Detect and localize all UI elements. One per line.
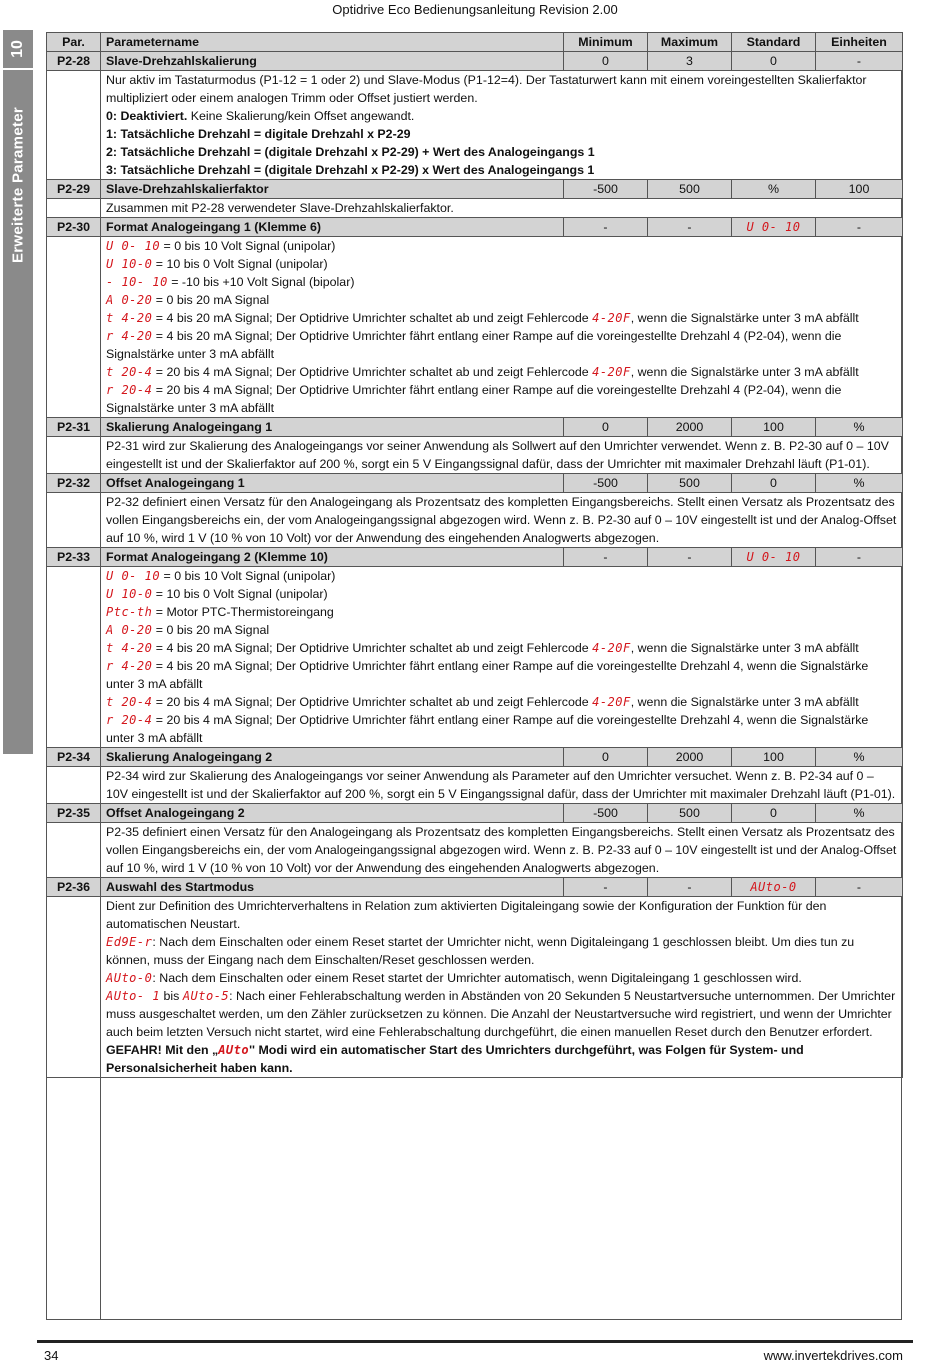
param-name: Skalierung Analogeingang 1 [101, 418, 564, 437]
page-header-title: Optidrive Eco Bedienungsanleitung Revision 2.00 [332, 2, 618, 17]
param-desc-row [47, 567, 903, 748]
param-unit: % [816, 804, 903, 823]
param-min: -500 [564, 804, 648, 823]
param-desc-row [47, 237, 903, 418]
parameter-table [46, 32, 903, 1078]
col-max: Maximum [648, 33, 732, 52]
param-std: U 0- 10 [732, 548, 816, 567]
param-row-p2-31 [47, 418, 903, 437]
param-max: 500 [648, 180, 732, 199]
param-unit: - [816, 52, 903, 71]
chapter-side-tab [3, 30, 33, 754]
param-row-p2-34 [47, 748, 903, 767]
param-name: Offset Analogeingang 1 [101, 474, 564, 493]
param-code: P2-28 [47, 52, 101, 71]
param-desc-row [47, 897, 903, 1078]
param-min: 0 [564, 748, 648, 767]
param-name: Format Analogeingang 1 (Klemme 6) [101, 218, 564, 237]
param-name: Auswahl des Startmodus [101, 878, 564, 897]
param-min: -500 [564, 474, 648, 493]
param-description: P2-34 wird zur Skalierung des Analogeingangs vor seiner Anwendung als Parameter auf den Umrichter versuchet. Wenn z. B. P2-34 auf 0 – 10V eingestellt ist und der Skalierfaktor auf 200 %, sorgt ein 5 V Eingangssignal dafür, dass der Umrichter mit maximaler Drehzahl läuft (P1-01). [101, 767, 903, 804]
param-max: - [648, 218, 732, 237]
param-name: Format Analogeingang 2 (Klemme 10) [101, 548, 564, 567]
param-std: 100 [732, 418, 816, 437]
page-number: 34 [44, 1348, 59, 1363]
param-row-p2-33 [47, 548, 903, 567]
param-code: P2-30 [47, 218, 101, 237]
col-min: Minimum [564, 33, 648, 52]
param-name: Offset Analogeingang 2 [101, 804, 564, 823]
danger-warning: GEFAHR! Mit den „ [106, 1043, 219, 1057]
param-code: P2-35 [47, 804, 101, 823]
param-unit: % [816, 748, 903, 767]
param-description: P2-31 wird zur Skalierung des Analogeingangs vor seiner Anwendung als Sollwert auf den Umrichter verwendet. Wenn z. B. P2-30 auf 0 – 10V eingestellt ist und der Skalierfaktor auf 200 %, sorgt ein 5 V Eingangssignal dafür, dass der Umrichter mit maximaler Drehzahl läuft (P1-01). [101, 437, 903, 474]
param-desc-row [47, 767, 903, 804]
param-unit: - [816, 548, 903, 567]
param-desc-row [47, 823, 903, 878]
param-desc-row [47, 71, 903, 180]
param-code: P2-33 [47, 548, 101, 567]
param-min: -500 [564, 180, 648, 199]
param-description: Zusammen mit P2-28 verwendeter Slave-Drehzahlskalierfaktor. [101, 199, 903, 218]
chapter-label: Erweiterte Parameter [9, 106, 27, 264]
param-code: P2-34 [47, 748, 101, 767]
param-row-p2-35 [47, 804, 903, 823]
param-max: - [648, 548, 732, 567]
param-description: Dient zur Definition des Umrichterverhaltens in Relation zum aktivierten Digitaleingang sowie der Konfiguration der Funktion für den automatischen Neustart. Ed9E-r: Nach dem Einschalten oder einem Reset startet der Umrichter nicht, wenn Digitaleingang 1 geschlossen bleibt. Um dies tun zu können, muss der Eingang nach dem Einschalten/Reset geschlossen werden. AUto-0: Nach dem Einschalten oder einem Reset startet der Umrichter automatisch, wenn Digitaleingang 1 geschlossen wird. AUto- 1 bis AUto-5: Nach einer Fehlerabschaltung werden in Abständen von 20 Sekunden 5 Neustartversuche unternommen. Der Umrichter muss ausgeschaltet werden, um den Zähler zurücksetzen zu können. Die Anzahl der Neustartversuche wird registriert, und wenn der Umrichter auch beim letzten Versuch nicht startet, wird eine Fehlerabschaltung durchgeführt, die einen manuellen Reset durch den Benutzer erfordert. GEFAHR! Mit den „AUto'' Modi wird ein automatischer Start des Umrichters durchgeführt, was Folgen für System- und Personalsicherheit haben kann. [101, 897, 903, 1078]
param-desc-row [47, 493, 903, 548]
param-min: - [564, 548, 648, 567]
param-description: U 0- 10 = 0 bis 10 Volt Signal (unipolar) U 10-0 = 10 bis 0 Volt Signal (unipolar) - 10- 10 = -10 bis +10 Volt Signal (bipolar) A 0-20 = 0 bis 20 mA Signal t 4-20 = 4 bis 20 mA Signal; Der Optidrive Umrichter schaltet ab und zeigt Fehlercode 4-20F, wenn die Signalstärke unter 3 mA abfällt r 4-20 = 4 bis 20 mA Signal; Der Optidrive Umrichter fährt entlang einer Rampe auf die voreingestellte Drehzahl 4 (P2-04), wenn die Signalstärke unter 3 mA abfällt t 20-4 = 20 bis 4 mA Signal; Der Optidrive Umrichter schaltet ab und zeigt Fehlercode 4-20F, wenn die Signalstärke unter 3 mA abfällt r 20-4 = 20 bis 4 mA Signal; Der Optidrive Umrichter fährt entlang einer Rampe auf die voreingestellte Drehzahl 4 (P2-04), wenn die Signalstärke unter 3 mA abfällt [101, 237, 903, 418]
param-std: 0 [732, 52, 816, 71]
param-row-p2-32 [47, 474, 903, 493]
param-description: U 0- 10 = 0 bis 10 Volt Signal (unipolar) U 10-0 = 10 bis 0 Volt Signal (unipolar) Ptc-th = Motor PTC-Thermistoreingang A 0-20 = 0 bis 20 mA Signal t 4-20 = 4 bis 20 mA Signal; Der Optidrive Umrichter schaltet ab und zeigt Fehlercode 4-20F, wenn die Signalstärke unter 3 mA abfällt r 4-20 = 4 bis 20 mA Signal; Der Optidrive Umrichter fährt entlang einer Rampe auf die voreingestellte Drehzahl 4, wenn die Signalstärke unter 3 mA abfällt t 20-4 = 20 bis 4 mA Signal; Der Optidrive Umrichter schaltet ab und zeigt Fehlercode 4-20F, wenn die Signalstärke unter 3 mA abfällt r 20-4 = 20 bis 4 mA Signal; Der Optidrive Umrichter fährt entlang einer Rampe auf die voreingestellte Drehzahl 4, wenn die Signalstärke unter 3 mA abfällt [101, 567, 903, 748]
param-unit: 100 [816, 180, 903, 199]
param-std: U 0- 10 [732, 218, 816, 237]
param-max: 500 [648, 474, 732, 493]
col-std: Standard [732, 33, 816, 52]
param-unit: % [816, 418, 903, 437]
param-max: - [648, 878, 732, 897]
param-max: 2000 [648, 418, 732, 437]
param-min: 0 [564, 52, 648, 71]
param-unit: % [816, 474, 903, 493]
param-code: P2-36 [47, 878, 101, 897]
param-code: P2-31 [47, 418, 101, 437]
param-max: 3 [648, 52, 732, 71]
param-std: 100 [732, 748, 816, 767]
param-max: 500 [648, 804, 732, 823]
param-unit: - [816, 218, 903, 237]
param-name: Slave-Drehzahlskalierung [101, 52, 564, 71]
table-header-row [47, 33, 903, 52]
col-unit: Einheiten [816, 33, 903, 52]
param-description: P2-32 definiert einen Versatz für den Analogeingang als Prozentsatz des kompletten Eingangsbereichs. Stellt einen Versatz als Prozentsatz des vollen Eingangsbereichs ein, der vom Analogeingangssignal abgezogen wird. Wenn z. B. P2-30 auf 0 – 10V eingestellt ist und der Analog-Offset auf 10 %, wird 1 V (10 % von 10 Volt) vor der Anwendung des eingehenden Analogwerts abgezogen. [101, 493, 903, 548]
chapter-number: 10 [3, 30, 33, 70]
param-description: Nur aktiv im Tastaturmodus (P1-12 = 1 oder 2) und Slave-Modus (P1-12=4). Der Tastaturwert kann mit einem voreingestellten Skalierfaktor multipliziert oder einem analogen Trimm oder Offset justiert werden. 0: Deaktiviert. Keine Skalierung/kein Offset angewandt. 1: Tatsächliche Drehzahl = digitale Drehzahl x P2-29 2: Tatsächliche Drehzahl = (digitale Drehzahl x P2-29) + Wert des Analogeingangs 1 3: Tatsächliche Drehzahl = (digitale Drehzahl x P2-29) x Wert des Analogeingangs 1 [101, 71, 903, 180]
param-name: Slave-Drehzahlskalierfaktor [101, 180, 564, 199]
param-row-p2-28 [47, 52, 903, 71]
param-min: - [564, 218, 648, 237]
param-std: % [732, 180, 816, 199]
col-name: Parametername [101, 33, 564, 52]
param-min: - [564, 878, 648, 897]
param-row-p2-30 [47, 218, 903, 237]
param-row-p2-36 [47, 878, 903, 897]
footer-website: www.invertekdrives.com [763, 1348, 903, 1363]
param-code: P2-32 [47, 474, 101, 493]
col-par: Par. [47, 33, 101, 52]
param-min: 0 [564, 418, 648, 437]
param-row-p2-29 [47, 180, 903, 199]
param-code: P2-29 [47, 180, 101, 199]
param-desc-row [47, 199, 903, 218]
footer-divider [37, 1340, 913, 1343]
param-description: P2-35 definiert einen Versatz für den Analogeingang als Prozentsatz des kompletten Eingangsbereichs. Stellt einen Versatz als Prozentsatz des vollen Eingangsbereichs ein, der vom Analogeingangssignal abgezogen wird. Wenn z. B. P2-33 auf 0 – 10V eingestellt ist und der Analog-Offset auf 10 %, wird 1 V (10 % von 10 Volt) vor der Anwendung des eingehenden Analogwerts abgezogen. [101, 823, 903, 878]
param-max: 2000 [648, 748, 732, 767]
param-desc-row [47, 437, 903, 474]
param-std: 0 [732, 474, 816, 493]
param-std: AUto-0 [732, 878, 816, 897]
param-name: Skalierung Analogeingang 2 [101, 748, 564, 767]
param-std: 0 [732, 804, 816, 823]
param-unit: - [816, 878, 903, 897]
